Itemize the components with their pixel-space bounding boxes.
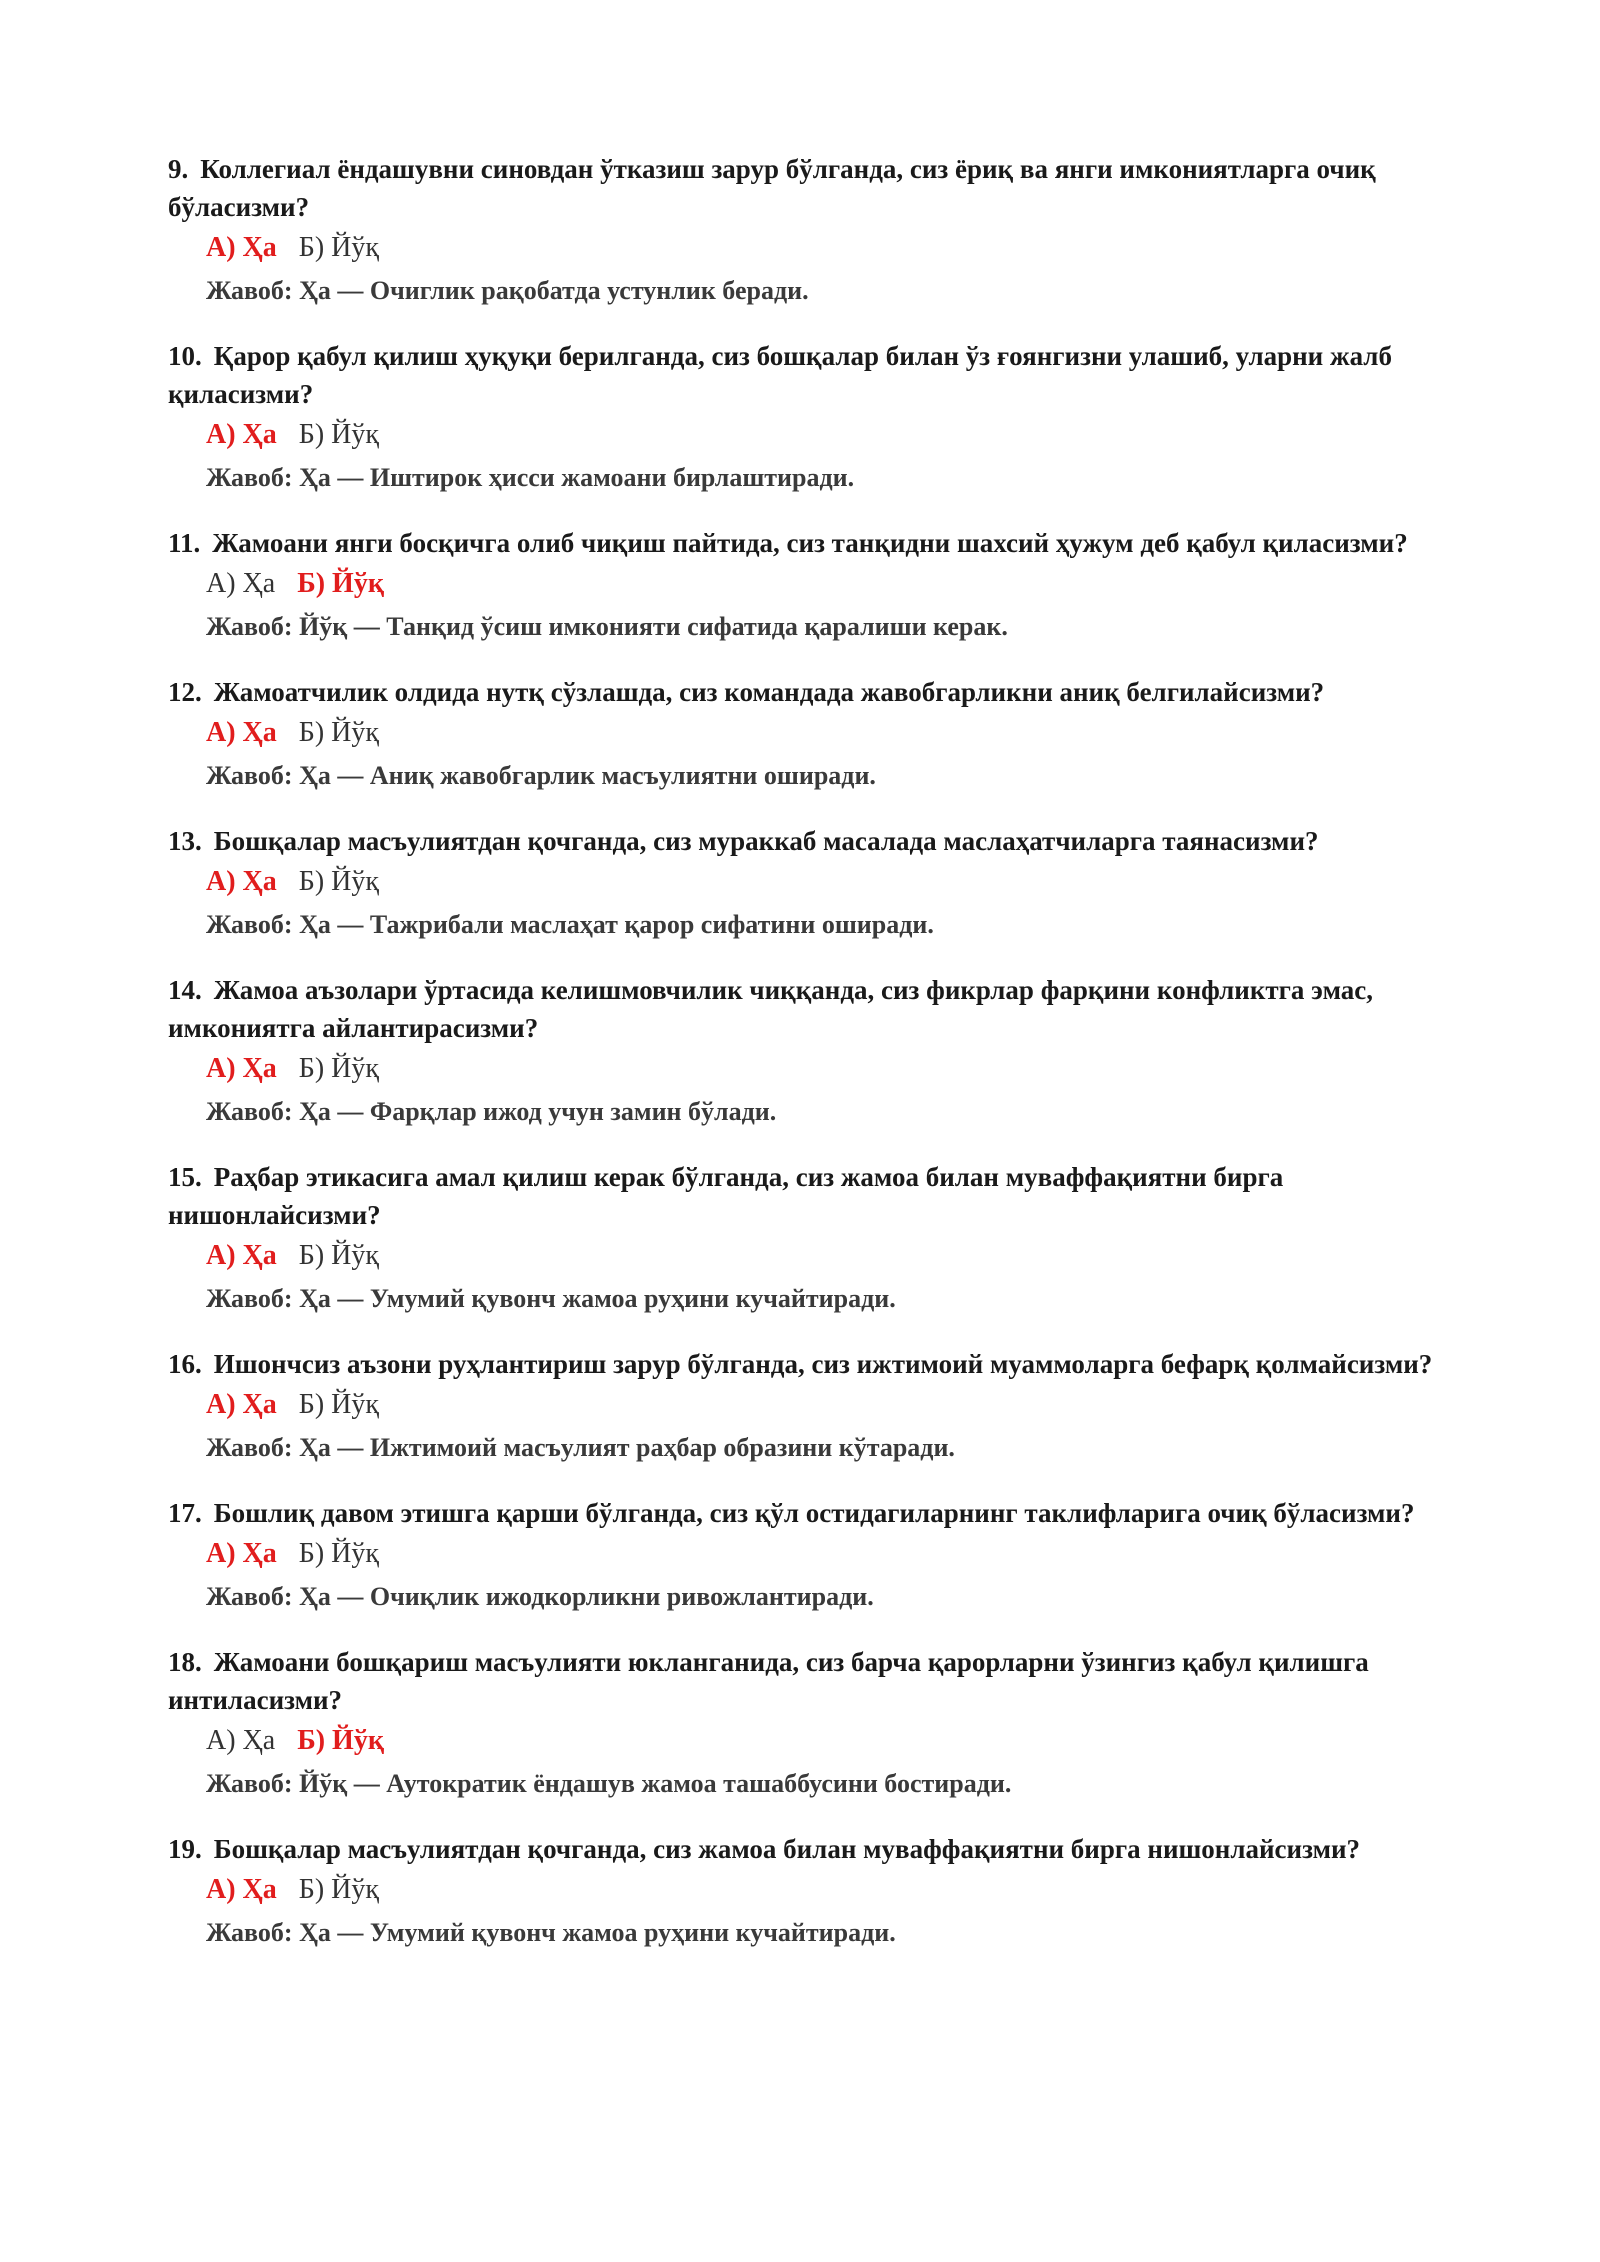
option-a: А) Ҳа (206, 1538, 277, 1569)
question-item (168, 150, 1458, 312)
question-number: 18. (168, 1647, 202, 1677)
question-number: 13. (168, 826, 202, 856)
question-body: Жамоани янги босқичга олиб чиқиш пайтида, сиз танқидни шахсий ҳужум деб қабул қиласизми? (212, 528, 1408, 558)
question-item (168, 1643, 1458, 1805)
answer-options (206, 1868, 1458, 1912)
question-item (168, 1158, 1458, 1320)
question-body: Жамоатчилик олдида нутқ сўзлашда, сиз командада жавобгарликни аниқ белгилайсизми? (213, 677, 1325, 707)
question-body: Жамоани бошқариш масъулияти юкланганида, сиз барча қарорларни ўзингиз қабул қилишга интиласизми? (168, 1647, 1369, 1715)
question-body: Бошқалар масъулиятдан қочганда, сиз жамоа билан муваффақиятни бирга нишонлайсизми? (213, 1834, 1361, 1864)
question-text (168, 1345, 1458, 1383)
option-a: А) Ҳа (206, 1725, 276, 1756)
option-a: А) Ҳа (206, 232, 277, 263)
question-body: Бошлиқ давом этишга қарши бўлганда, сиз қўл остидагиларнинг таклифларига очиқ бўласизми? (213, 1498, 1415, 1528)
question-list (168, 150, 1458, 1979)
option-a: А) Ҳа (206, 1874, 277, 1905)
question-text (168, 1158, 1458, 1234)
answer-options (206, 860, 1458, 904)
option-b: Б) Йўқ (298, 232, 379, 263)
option-b: Б) Йўқ (298, 1240, 379, 1271)
answer-explanation: Жавоб: Ҳа — Умумий қувонч жамоа руҳини кучайтиради. (206, 1918, 896, 1947)
question-text (168, 673, 1458, 711)
question-text (168, 150, 1458, 226)
answer-explanation: Жавоб: Ҳа — Очиглик рақобатда устунлик беради. (206, 276, 809, 305)
option-b: Б) Йўқ (298, 1874, 379, 1905)
answer-options (206, 562, 1458, 606)
question-text (168, 1830, 1458, 1868)
option-a: А) Ҳа (206, 1240, 277, 1271)
answer-options (206, 711, 1458, 755)
answer-options (206, 1234, 1458, 1278)
option-b: Б) Йўқ (298, 866, 379, 897)
question-number: 12. (168, 677, 202, 707)
question-item (168, 1345, 1458, 1469)
question-body: Раҳбар этикасига амал қилиш керак бўлганда, сиз жамоа билан муваффақиятни бирга нишонлайсизми? (168, 1162, 1284, 1230)
question-item (168, 1494, 1458, 1618)
answer-explanation: Жавоб: Йўқ — Танқид ўсиш имконияти сифатида қаралиши керак. (206, 612, 1008, 641)
question-item (168, 337, 1458, 499)
answer-options (206, 413, 1458, 457)
answer-options (206, 1047, 1458, 1091)
question-number: 10. (168, 341, 202, 371)
question-number: 16. (168, 1349, 202, 1379)
question-body: Қарор қабул қилиш ҳуқуқи берилганда, сиз бошқалар билан ўз ғоянгизни улашиб, уларни жалб қиласизми? (168, 341, 1392, 409)
answer-explanation: Жавоб: Ҳа — Аниқ жавобгарлик масъулиятни оширади. (206, 761, 876, 790)
answer-explanation: Жавоб: Ҳа — Умумий қувонч жамоа руҳини кучайтиради. (206, 1284, 896, 1313)
question-text (168, 337, 1458, 413)
question-item (168, 673, 1458, 797)
answer-explanation: Жавоб: Ҳа — Ижтимоий масъулият раҳбар образини кўтаради. (206, 1433, 955, 1462)
question-item (168, 822, 1458, 946)
option-b: Б) Йўқ (298, 1053, 379, 1084)
question-body: Ишончсиз аъзони руҳлантириш зарур бўлганда, сиз ижтимоий муаммоларга бефарқ қолмайсизми? (213, 1349, 1433, 1379)
answer-explanation: Жавоб: Ҳа — Иштирок ҳисси жамоани бирлаштиради. (206, 463, 855, 492)
question-text (168, 1494, 1458, 1532)
answer-options (206, 1383, 1458, 1427)
option-b: Б) Йўқ (297, 1725, 384, 1756)
option-b: Б) Йўқ (298, 419, 379, 450)
answer-explanation: Жавоб: Ҳа — Тажрибали маслаҳат қарор сифатини оширади. (206, 910, 934, 939)
question-number: 17. (168, 1498, 202, 1528)
option-a: А) Ҳа (206, 419, 277, 450)
option-a: А) Ҳа (206, 568, 276, 599)
answer-explanation: Жавоб: Ҳа — Очиқлик ижодкорликни ривожлантиради. (206, 1582, 874, 1611)
option-a: А) Ҳа (206, 866, 277, 897)
question-body: Жамоа аъзолари ўртасида келишмовчилик чиққанда, сиз фикрлар фарқини конфликтга эмас, имкониятга айлантирасизми? (168, 975, 1374, 1043)
question-text (168, 971, 1458, 1047)
question-number: 15. (168, 1162, 202, 1192)
question-body: Бошқалар масъулиятдан қочганда, сиз мураккаб масалада маслаҳатчиларга таянасизми? (213, 826, 1319, 856)
question-number: 9. (168, 154, 189, 184)
question-number: 19. (168, 1834, 202, 1864)
question-text (168, 822, 1458, 860)
question-number: 14. (168, 975, 202, 1005)
option-a: А) Ҳа (206, 1053, 277, 1084)
option-a: А) Ҳа (206, 717, 277, 748)
question-number: 11. (168, 528, 201, 558)
option-b: Б) Йўқ (298, 717, 379, 748)
answer-options (206, 1719, 1458, 1763)
question-body: Коллегиал ёндашувни синовдан ўтказиш зарур бўлганда, сиз ёриқ ва янги имкониятларга очиқ бўласизми? (168, 154, 1376, 222)
answer-options (206, 1532, 1458, 1576)
option-b: Б) Йўқ (298, 1389, 379, 1420)
question-text (168, 1643, 1458, 1719)
option-b: Б) Йўқ (298, 1538, 379, 1569)
answer-options (206, 226, 1458, 270)
question-text (168, 524, 1458, 562)
question-item (168, 1830, 1458, 1954)
answer-explanation: Жавоб: Йўқ — Аутократик ёндашув жамоа ташаббусини бостиради. (206, 1769, 1012, 1798)
option-b: Б) Йўқ (297, 568, 384, 599)
answer-explanation: Жавоб: Ҳа — Фарқлар ижод учун замин бўлади. (206, 1097, 777, 1126)
option-a: А) Ҳа (206, 1389, 277, 1420)
question-item (168, 971, 1458, 1133)
question-item (168, 524, 1458, 648)
